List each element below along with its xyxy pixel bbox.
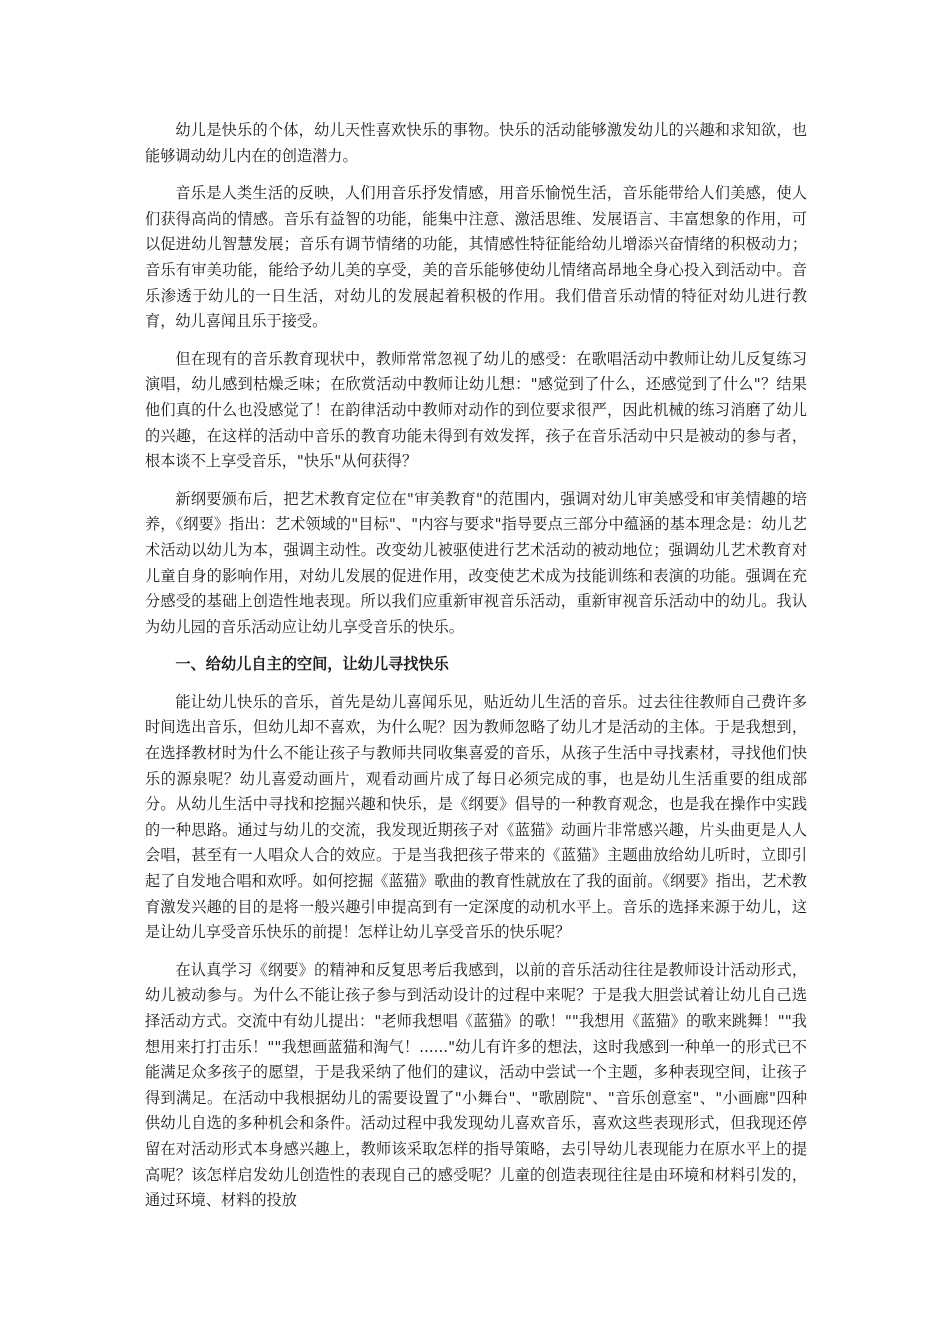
document-page	[145, 118, 807, 1226]
paragraph-music-function: 音乐是人类生活的反映，人们用音乐抒发情感，用音乐愉悦生活，音乐能带给人们美感，使人们获得高尚的情感。音乐有益智的功能，能集中注意、激活思维、发展语言、丰富想象的作用，可以促进幼儿智慧发展；音乐有调节情绪的功能，其情感性特征能给幼儿增添兴奋情绪的积极动力；音乐有审美功能，能给予幼儿美的享受，美的音乐能够使幼儿情绪高昂地全身心投入到活动中。音乐渗透于幼儿的一日生活，对幼儿的发展起着积极的作用。我们借音乐动情的特征对幼儿进行教育，幼儿喜闻且乐于接受。	[145, 184, 807, 331]
paragraph-intro: 幼儿是快乐的个体，幼儿天性喜欢快乐的事物。快乐的活动能够激发幼儿的兴趣和求知欲，也能够调动幼儿内在的创造潜力。	[145, 121, 807, 165]
paragraph-current-status: 但在现有的音乐教育现状中，教师常常忽视了幼儿的感受：在歌唱活动中教师让幼儿反复练习演唱，幼儿感到枯燥乏味；在欣赏活动中教师让幼儿想："感觉到了什么，还感觉到了什么"？结果他们真的什么也没感觉了！在韵律活动中教师对动作的到位要求很严，因此机械的练习消磨了幼儿的兴趣，在这样的活动中音乐的教育功能未得到有效发挥，孩子在音乐活动中只是被动的参与者，根本谈不上享受音乐，"快乐"从何获得？	[145, 349, 807, 471]
paragraph-music-choice: 能让幼儿快乐的音乐，首先是幼儿喜闻乐见，贴近幼儿生活的音乐。过去往往教师自己费许多时间选出音乐，但幼儿却不喜欢，为什么呢？因为教师忽略了幼儿才是活动的主体。于是我想到，在选择教材时为什么不能让孩子与教师共同收集喜爱的音乐，从孩子生活中寻找素材，寻找他们快乐的源泉呢？幼儿喜爱动画片，观看动画片成了每日必须完成的事，也是幼儿生活重要的组成部分。从幼儿生活中寻找和挖掘兴趣和快乐，是《纲要》倡导的一种教育观念，也是我在操作中实践的一种思路。通过与幼儿的交流，我发现近期孩子对《蓝猫》动画片非常感兴趣，片头曲更是人人会唱，甚至有一人唱众人合的效应。于是当我把孩子带来的《蓝猫》主题曲放给幼儿听时，立即引起了自发地合唱和欢呼。如何挖掘《蓝猫》歌曲的教育性就放在了我的面前。《纲要》指出，艺术教育激发兴趣的目的是将一般兴趣引申提高到有一定深度的动机水平上。音乐的选择来源于幼儿，这是让幼儿享受音乐快乐的前提！怎样让幼儿享受音乐的快乐呢？	[145, 692, 807, 942]
section-heading: 一、给幼儿自主的空间，让幼儿寻找快乐	[175, 655, 449, 674]
paragraph-new-guideline: 新纲要颁布后，把艺术教育定位在"审美教育"的范围内，强调对幼儿审美感受和审美情趣的培养，《纲要》指出：艺术领域的"目标"、"内容与要求"指导要点三部分中蕴涵的基本理念是：幼儿艺术活动以幼儿为本，强调主动性。改变幼儿被驱使进行艺术活动的被动地位；强调幼儿艺术教育对儿童自身的影响作用，对幼儿发展的促进作用，改变使艺术成为技能训练和表演的功能。强调在充分感受的基础上创造性地表现。所以我们应重新审视音乐活动，重新审视音乐活动中的幼儿。我认为幼儿园的音乐活动应让幼儿享受音乐的快乐。	[145, 489, 807, 636]
paragraph-activity-design: 在认真学习《纲要》的精神和反复思考后我感到，以前的音乐活动往往是教师设计活动形式，幼儿被动参与。为什么不能让孩子参与到活动设计的过程中来呢？于是我大胆尝试着让幼儿自己选择活动方式。交流中有幼儿提出："老师我想唱《蓝猫》的歌！""我想用《蓝猫》的歌来跳舞！""我想用来打打击乐！""我想画蓝猫和淘气！......"幼儿有许多的想法，这时我感到一种单一的形式已不能满足众多孩子的愿望，于是我采纳了他们的建议，活动中尝试一个主题，多种表现空间，让孩子得到满足。在活动中我根据幼儿的需要设置了"小舞台"、"歌剧院"、"音乐创意室"、"小画廊"四种供幼儿自选的多种机会和条件。活动过程中我发现幼儿喜欢音乐，喜欢这些表现形式，但我现还停留在对活动形式本身感兴趣上，教师该采取怎样的指导策略，去引导幼儿表现能力在原水平上的提高呢？该怎样启发幼儿创造性的表现自己的感受呢？儿童的创造表现往往是由环境和材料引发的，通过环境、材料的投放	[145, 960, 807, 1210]
